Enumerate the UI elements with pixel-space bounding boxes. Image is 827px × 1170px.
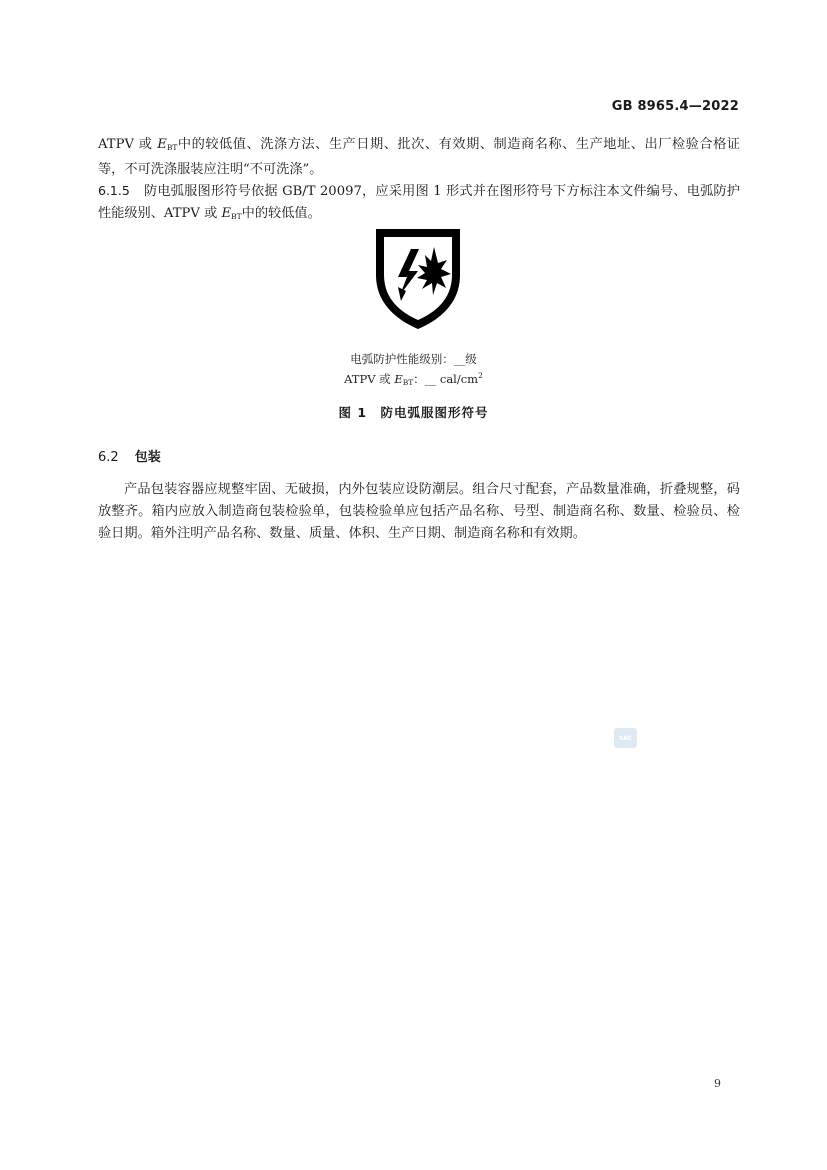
para2-text-after: 中的较低值。 — [241, 206, 321, 221]
clause-6-1-5 — [98, 180, 740, 228]
section-heading — [98, 446, 161, 465]
e-bt-symbol: $E_{BT}$ — [221, 206, 242, 221]
standard-code-header: GB 8965.4—2022 — [611, 99, 739, 114]
figure-caption-arc-level: 电弧防护性能级别：__级 — [350, 352, 477, 366]
clause-number: 6.1.5 — [98, 183, 130, 198]
page-number: 9 — [714, 1077, 721, 1090]
sac-watermark-logo: SAC — [614, 728, 637, 748]
section-number: 6.2 — [98, 450, 119, 465]
arc-protection-shield-icon — [371, 225, 465, 333]
e-bt-symbol: $E_{BT}$ — [394, 372, 414, 387]
para1-text-before: ATPV 或 — [98, 137, 158, 152]
e-bt-symbol: $E_{BT}$ — [157, 137, 178, 152]
figure-caption-atpv: ATPV 或 $E_{BT}$：__ cal/$cm^2$ — [344, 371, 483, 387]
figure-title: 图 1 防电弧服图形符号 — [338, 405, 489, 420]
packaging-paragraph: 产品包装容器应规整牢固、无破损，内外包装应设防潮层。组合尺寸配套，产品数量准确，折叠规整，码放整齐。箱内应放入制造商包装检验单，包装检验单应包括产品名称、号型、制造商名称、数量、检验员、检验日期。箱外注明产品名称、数量、质量、体积、生产日期、制造商名称和有效期。 — [98, 482, 740, 541]
para2-text-before: 防电弧服图形符号依据 GB/T 20097，应采用图 1 形式并在图形符号下方标注本文件编号、电弧防护性能级别、ATPV 或 — [98, 184, 740, 221]
section-title: 包装 — [134, 450, 161, 465]
para1-text-after: 中的较低值、洗涤方法、生产日期、批次、有效期、制造商名称、生产地址、出厂检验合格证等，不可洗涤服装应注明“不可洗涤”。 — [98, 137, 740, 177]
paragraph-marking-requirements — [98, 134, 740, 181]
